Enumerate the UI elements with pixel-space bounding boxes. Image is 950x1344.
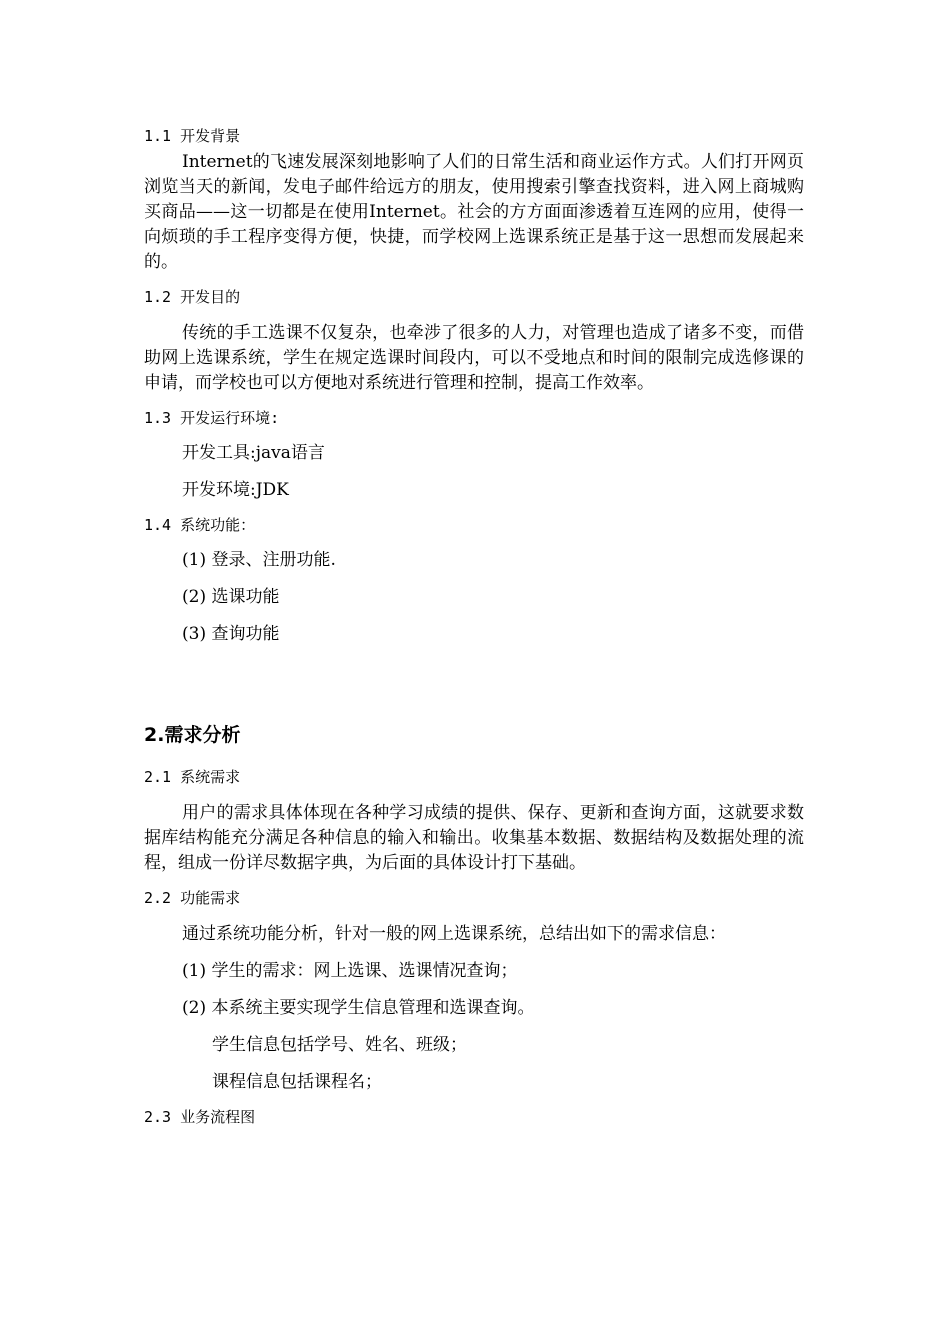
section-heading-2-3: 2.3 业务流程图 — [144, 1108, 256, 1126]
section-heading-1-3: 1.3 开发运行环境: — [144, 409, 280, 427]
section-heading-1-4: 1.4 系统功能： — [144, 516, 256, 534]
section-heading-2-2: 2.2 功能需求 — [144, 889, 241, 907]
requirement-subitem: 学生信息包括学号、姓名、班级； — [212, 1035, 467, 1055]
chapter-title: 2.需求分析 — [144, 724, 241, 746]
requirement-item: (1) 学生的需求：网上选课、选课情况查询； — [182, 961, 518, 981]
paragraph-background: Internet的飞速发展深刻地影响了人们的日常生活和商业运作方式。人们打开网页浏览当天的新闻，发电子邮件给远方的朋友，使用搜索引擎查找资料，进入网上商城购买商品——这一切都是在使用Internet。社会的方方面面渗透着互连网的应用，使得一向烦琐的手工程序变得方便，快捷，而学校网上选课系统正是基于这一思想而发展起来的。 — [144, 152, 804, 272]
function-item: (2) 选课功能 — [182, 587, 280, 607]
paragraph-purpose: 传统的手工选课不仅复杂，也牵涉了很多的人力，对管理也造成了诸多不变，而借助网上选课系统，学生在规定选课时间段内，可以不受地点和时间的限制完成选修课的申请，而学校也可以方便地对系统进行管理和控制，提高工作效率。 — [144, 323, 804, 393]
document-page — [144, 125, 804, 1128]
section-heading-2-1: 2.1 系统需求 — [144, 768, 241, 786]
dev-tool-line: 开发工具:java语言 — [182, 443, 325, 463]
function-item: (1) 登录、注册功能. — [182, 550, 336, 570]
section-heading-1-1: 1.1 开发背景 — [144, 127, 241, 145]
requirement-subitem: 课程信息包括课程名； — [212, 1072, 382, 1092]
requirement-item: (2) 本系统主要实现学生信息管理和选课查询。 — [182, 998, 535, 1018]
function-item: (3) 查询功能 — [182, 624, 280, 644]
dev-env-line: 开发环境:JDK — [182, 480, 289, 500]
paragraph-functional-intro: 通过系统功能分析，针对一般的网上选课系统，总结出如下的需求信息： — [182, 924, 726, 944]
section-heading-1-2: 1.2 开发目的 — [144, 288, 241, 306]
paragraph-system-requirements: 用户的需求具体体现在各种学习成绩的提供、保存、更新和查询方面，这就要求数据库结构能充分满足各种信息的输入和输出。收集基本数据、数据结构及数据处理的流程，组成一份详尽数据字典，为后面的具体设计打下基础。 — [144, 803, 804, 873]
